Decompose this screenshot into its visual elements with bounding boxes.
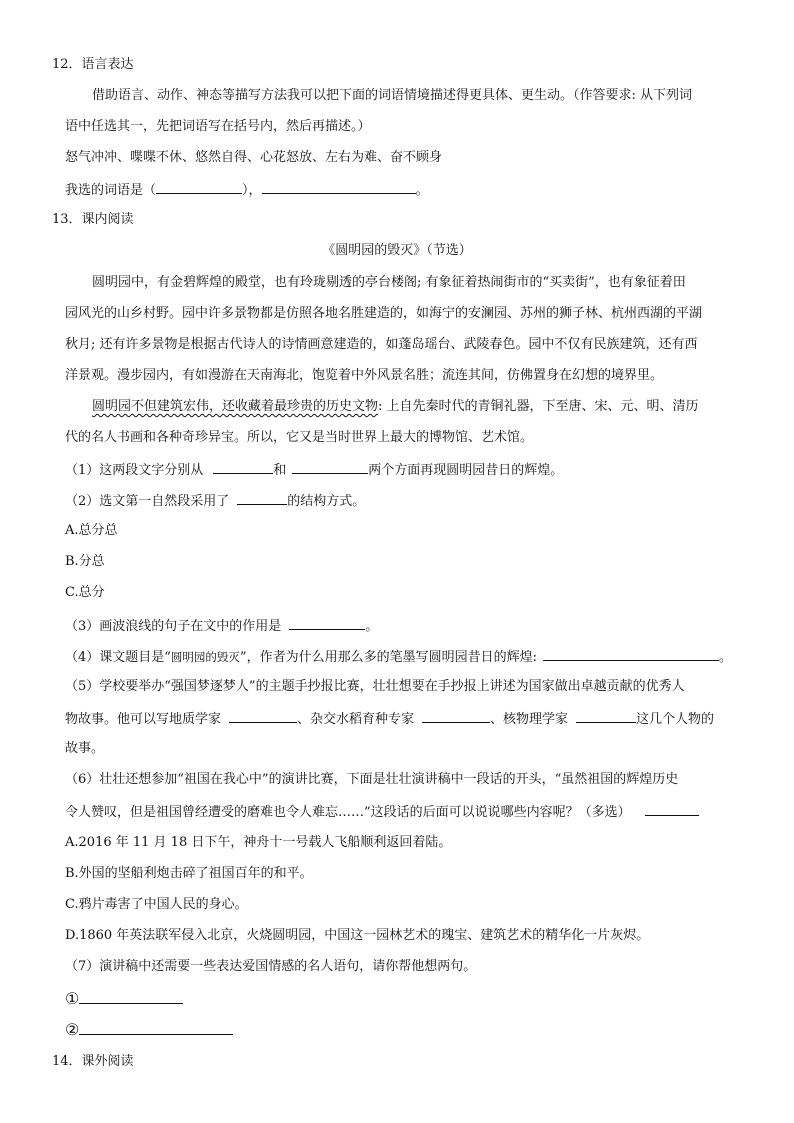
q13-sub1-blank1[interactable] [213, 459, 273, 474]
q12-instruction-line1: 借助语言、动作、神态等描写方法我可以把下面的词语情境描述得更具体、更生动。（作答要求: 从下列词 [92, 88, 693, 103]
q13-sub1-blank2[interactable] [292, 459, 368, 474]
q13-sub1: （1）这两段文字分别从 和 两个方面再现圆明园昔日的辉煌。 [65, 459, 563, 481]
q13-sub2-option-a: A.总分总 [65, 523, 118, 538]
passage-p2-line1: 圆明园不但建筑宏伟，还收藏着最珍贵的历史文物: 上自先秦时代的青铜礼器，下至唐、宋、元、明、清历 [92, 399, 699, 414]
q12-instruction-line2: 语中任选其一，先把词语写在括号内，然后再描述。） [65, 119, 371, 134]
q12-description-blank[interactable] [262, 179, 416, 194]
q13-sub4: （4）课文题目是“圆明园的毁灭”，作者为什么用那么多的笔墨写圆明园昔日的辉煌: 。 [65, 646, 732, 668]
q13-sub4-blank[interactable] [543, 646, 719, 661]
q13-heading: 13．课内阅读 [52, 212, 134, 227]
q13-sub5-line1: （5）学校要举办“强国梦逐梦人”的主题手抄报比赛，壮壮想要在手抄报上讲述为国家做出卓越贡献的优秀人 [65, 679, 685, 694]
q12-answer-line: 我选的词语是（ ）， 。 [65, 179, 429, 201]
passage-p2-line2: 代的名人书画和各种奇珍异宝。所以，它又是当时世界上最大的博物馆、艺术馆。 [65, 430, 534, 445]
q13-sub5-line2: 物故事。他可以写地质学家 、杂交水稻育种专家 、核物理学家 这几个人物的 [65, 708, 714, 730]
q13-sub6-option-a: A.2016 年 11 月 18 日下午，神舟十一号载人飞船顺利返回着陆。 [65, 835, 452, 850]
q13-sub2-option-b: B.分总 [65, 554, 105, 569]
q12-word-blank[interactable] [156, 179, 242, 194]
q12-heading: 12．语言表达 [52, 57, 134, 72]
passage-title: 《圆明园的毁灭》（节选） [322, 243, 472, 258]
q12-word-list: 怒气冲冲、喋喋不休、悠然自得、心花怒放、左右为难、奋不顾身 [65, 150, 443, 165]
q13-sub3-blank[interactable] [289, 615, 365, 630]
q13-sub6-blank[interactable] [645, 801, 699, 816]
q12-answer-mid: ）， [242, 183, 262, 198]
quoted-title: 圆明园的毁灭 [170, 650, 240, 664]
q14-heading: 14．课外阅读 [52, 1054, 134, 1069]
quote-blank-1[interactable] [79, 989, 183, 1004]
q13-sub2-option-c: C.总分 [65, 585, 105, 600]
nuclear-physicist-blank[interactable] [576, 708, 636, 723]
q12-answer-prefix: 我选的词语是（ [65, 183, 157, 198]
q13-sub2-blank[interactable] [237, 490, 287, 505]
q13-sub6-option-c: C.鸦片毒害了中国人民的身心。 [65, 897, 248, 912]
q13-sub6-line2: 令人赞叹，但是祖国曾经遭受的磨难也令人难忘……”这段话的后面可以说说哪些内容呢？（多选） [65, 801, 699, 823]
q13-sub2: （2）选文第一自然段采用了 的结构方式。 [65, 490, 365, 512]
passage-p1-line3: 秋月; 还有许多景物是根据古代诗人的诗情画意建造的，如蓬岛瑶台、武陵春色。园中不仅有民族建筑，还有西 [65, 337, 698, 352]
q13-sub7-answer2: ② [65, 1020, 233, 1042]
q13-sub3: （3）画波浪线的句子在文中的作用是 。 [65, 615, 378, 637]
quote-blank-2[interactable] [79, 1020, 233, 1035]
q13-sub6-option-d: D.1860 年英法联军侵入北京，火烧圆明园，中国这一园林艺术的瑰宝、建筑艺术的精华化一片灰烬。 [65, 928, 650, 943]
q13-sub7-answer1: ① [65, 989, 183, 1011]
q13-sub6-option-b: B.外国的坚船利炮击碎了祖国百年的和平。 [65, 866, 313, 881]
passage-p1-line2: 园风光的山乡村野。园中许多景物都是仿照各地名胜建造的，如海宁的安澜园、苏州的狮子林、杭州西湖的平湖 [65, 306, 703, 321]
passage-p1-line1: 圆明园中，有金碧辉煌的殿堂，也有玲珑剔透的亭台楼阁; 有象征着热闹街市的“买卖街”，也有象征着田 [92, 275, 686, 290]
q13-sub7: （7）演讲稿中还需要一些表达爱国情感的名人语句，请你帮他想两句。 [65, 959, 477, 974]
q13-sub5-line3: 故事。 [65, 741, 105, 756]
geologist-blank[interactable] [229, 708, 297, 723]
passage-p1-line4: 洋景观。漫步园内，有如漫游在天南海北，饱览着中外风景名胜；流连其间，仿佛置身在幻想的境界里。 [65, 368, 664, 383]
rice-breeder-blank[interactable] [422, 708, 490, 723]
wavy-underlined-sentence: 圆明园不但建筑宏伟，还收藏着最珍贵的历史文物 [92, 399, 379, 414]
q13-sub6-line1: （6）壮壮还想参加“祖国在我心中”的演讲比赛，下面是壮壮演讲稿中一段话的开头，“虽然祖国的辉煌历史 [65, 772, 679, 787]
